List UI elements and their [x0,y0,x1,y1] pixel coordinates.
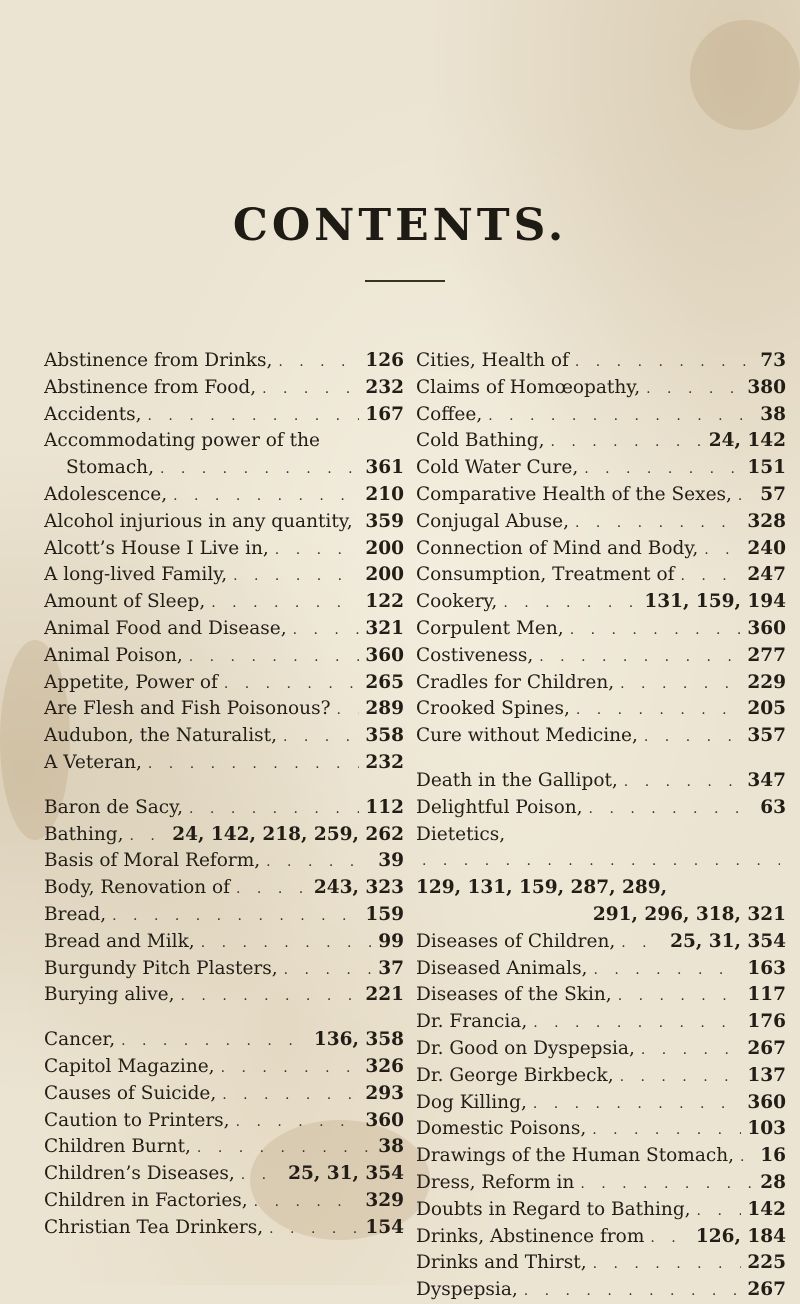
page-number: 326 [365,1055,404,1077]
entry-title: Causes of Suicide, [44,1082,217,1104]
index-entry [416,670,786,697]
leader-dots [575,349,754,375]
page-number: 200 [365,537,404,559]
entry-title: Accommodating power of the [44,430,320,452]
entry-title: Stomach, [66,457,154,479]
page-number: 37 [378,957,404,979]
leader-dots [278,349,359,375]
entry-title: Cradles for Children, [416,671,615,693]
leader-dots [592,1117,741,1143]
leader-dots [181,983,360,1009]
leader-dots [738,483,754,509]
page-number: 137 [747,1064,786,1086]
index-entry [416,1224,786,1251]
page-number: 154 [365,1216,404,1238]
leader-dots [503,590,638,616]
page-number: 63 [760,796,786,818]
page-number: 329 [365,1189,404,1211]
index-entry [416,375,786,402]
entry-title: Comparative Health of the Sexes, [416,483,732,505]
page-number: 293 [365,1082,404,1104]
leader-dots [620,671,741,697]
page-number: 38 [378,1136,404,1158]
section-gap [44,777,404,795]
entry-title: Adolescence, [44,483,168,505]
entry-title: Drinks, Abstinence from [416,1225,645,1247]
leader-dots [275,537,360,563]
index-column-left [44,348,404,1242]
entry-title: Caution to Printers, [44,1109,230,1131]
leader-dots [422,848,780,875]
index-entry [416,723,786,750]
index-entry [416,982,786,1009]
index-entry [44,696,404,723]
page-number: 25, 31, 354 [670,930,786,952]
page-number: 39 [378,850,404,872]
index-entry [44,375,404,402]
leader-dots [641,1037,742,1063]
index-entry [44,1054,404,1081]
entry-title: Dietetics, [416,823,506,845]
index-entry [416,1197,786,1224]
leader-dots [620,1064,742,1090]
leader-dots [130,823,167,849]
entry-title: Cookery, [416,591,498,613]
index-entry [44,428,404,455]
entry-title: Bread and Milk, [44,930,195,952]
page-number-continuation: 291, 296, 318, 321 [592,903,786,925]
entry-title: Amount of Sleep, [44,591,206,613]
page-number: 232 [365,376,404,398]
page-number: 136, 358 [313,1029,404,1051]
page-number: 112 [365,796,404,818]
page-number: 167 [365,403,404,425]
leader-dots [269,1216,359,1242]
leader-dots [241,1162,282,1188]
page-number: 240 [747,537,786,559]
entry-title: Abstinence from Food, [44,376,257,398]
page-number: 126, 184 [695,1225,786,1247]
leader-dots [236,1109,360,1135]
index-entry [44,1134,404,1161]
entry-title: Alcohol injurious in any quantity, [44,510,353,532]
leader-dots [624,769,742,795]
leader-dots [211,590,359,616]
leader-dots [533,1091,742,1117]
page-number: 358 [365,725,404,747]
index-entry [44,616,404,643]
index-entry [416,929,786,956]
leader-dots [680,563,741,589]
page-number: 243, 323 [313,877,404,899]
index-entry [416,696,786,723]
index-entry [416,1116,786,1143]
entry-title: A long-lived Family, [44,564,228,586]
page-number: 347 [747,769,786,791]
entry-title: Alcott’s House I Live in, [44,537,269,559]
entry-title: Cancer, [44,1029,116,1051]
entry-title: Bread, [44,903,107,925]
index-entry [416,1036,786,1063]
leader-dots [197,1135,372,1161]
index-entry [416,1063,786,1090]
entry-title: Abstinence from Drinks, [44,350,273,371]
leader-dots [359,510,360,536]
index-entry [44,643,404,670]
index-entry [416,562,786,589]
index-entry [44,902,404,929]
entry-title: Drawings of the Human Stomach, [416,1145,735,1167]
index-entry [44,982,404,1009]
leader-dots [337,697,360,723]
index-entry [416,795,786,822]
page-number: 103 [747,1118,786,1140]
leader-dots [533,1010,741,1036]
page-number: 24, 142, 218, 259, 262 [172,823,404,845]
section-gap [416,750,786,768]
index-column-right [416,348,786,1304]
page-number: 360 [365,1109,404,1131]
entry-title: Cities, Health of [416,350,569,371]
leader-dots [121,1028,308,1054]
entry-title: Dr. George Birkbeck, [416,1064,614,1086]
leader-dots [618,983,742,1009]
entry-title: Dr. Francia, [416,1011,528,1033]
index-entry [416,768,786,795]
entry-title: Cure without Medicine, [416,725,638,747]
index-entry [44,402,404,429]
index-entry [416,589,786,616]
section-gap [44,1009,404,1027]
entry-title: Baron de Sacy, [44,796,184,818]
page-number: 321 [365,617,404,639]
leader-dots [284,957,373,983]
title-rule [365,280,445,282]
index-entry [416,1143,786,1170]
entry-title: Bathing, [44,823,124,845]
leader-dots [575,510,741,536]
leader-dots [584,456,741,482]
entry-title: Cold Bathing, [416,430,545,452]
index-entry [44,482,404,509]
index-entry [44,1081,404,1108]
index-entry [416,1170,786,1197]
leader-dots [293,617,360,643]
index-entry [416,536,786,563]
entry-title: Crooked Spines, [416,698,570,720]
entry-title: A Veteran, [44,751,142,773]
page-number: 129, 131, 159, 287, 289, [416,877,668,899]
page-number: 126 [365,350,404,371]
index-entry [44,455,404,482]
entry-title: Children Burnt, [44,1136,191,1158]
page-number: 16 [760,1145,786,1167]
page-number: 380 [747,376,786,398]
index-entry [44,723,404,750]
page-number: 25, 31, 354 [288,1163,404,1185]
leader-dots [283,724,359,750]
entry-title: Costiveness, [416,644,534,666]
entry-title: Dr. Good on Dyspepsia, [416,1037,635,1059]
leader-dots [593,1251,742,1277]
index-entry [416,616,786,643]
index-entry [44,848,404,875]
page-number: 225 [747,1252,786,1274]
leader-dots [704,537,741,563]
index-entry [44,670,404,697]
page-number: 131, 159, 194 [644,591,786,613]
leader-dots [621,930,664,956]
page-number: 122 [365,591,404,613]
entry-title: Appetite, Power of [44,671,218,693]
page-number: 159 [365,903,404,925]
leader-dots [576,697,742,723]
page-number: 289 [365,698,404,720]
leader-dots [644,724,741,750]
leader-dots [189,644,360,670]
index-entry [44,348,404,375]
index-entry [416,348,786,375]
entry-title: Dyspepsia, [416,1279,518,1301]
leader-dots [488,403,754,429]
entry-title: Children in Factories, [44,1189,248,1211]
index-entry [416,455,786,482]
index-entry [416,822,786,929]
entry-title: Cold Water Cure, [416,457,579,479]
page-number: 210 [365,483,404,505]
index-entry [416,956,786,983]
index-entry [44,956,404,983]
index-entry [44,795,404,822]
entry-title: Accidents, [44,403,142,425]
index-entry [44,1188,404,1215]
leader-dots [539,644,741,670]
entry-title: Conjugal Abuse, [416,510,569,532]
entry-title: Connection of Mind and Body, [416,537,699,559]
index-entry [44,822,404,849]
leader-dots [580,1171,754,1197]
index-entry [416,482,786,509]
leader-dots [570,617,742,643]
leader-dots [148,403,360,429]
index-entry [416,1090,786,1117]
page-number: 99 [378,930,404,952]
page-number: 232 [365,751,404,773]
leader-dots [697,1198,742,1224]
index-entry [416,428,786,455]
entry-title: Animal Poison, [44,644,183,666]
leader-dots [236,876,308,902]
leader-dots [189,796,359,822]
leader-dots [646,376,741,402]
leader-dots [254,1189,360,1215]
page-number: 221 [365,984,404,1006]
entry-title: Burying alive, [44,984,175,1006]
page-title: CONTENTS. [232,200,568,251]
page-number: 267 [747,1279,786,1301]
index-entry [44,562,404,589]
entry-title: Corpulent Men, [416,617,564,639]
entry-title: Body, Renovation of [44,877,231,899]
page-number: 360 [365,644,404,666]
entry-title: Diseases of Children, [416,930,616,952]
leader-dots [740,1144,754,1170]
page-number: 357 [747,725,786,747]
index-entry [44,536,404,563]
page-number: 360 [747,1091,786,1113]
entry-title: Children’s Diseases, [44,1163,235,1185]
entry-title: Animal Food and Disease, [44,617,287,639]
leader-dots [222,1082,359,1108]
page-number: 265 [365,671,404,693]
leader-dots [112,903,359,929]
entry-title: Dress, Reform in [416,1171,575,1193]
index-entry [44,1161,404,1188]
index-entry [44,875,404,902]
page-number: 328 [747,510,786,532]
page-number: 73 [760,350,786,371]
index-entry [44,1215,404,1242]
leader-dots [148,751,359,777]
entry-title: Delightful Poison, [416,796,583,818]
entry-title: Burgundy Pitch Plasters, [44,957,278,979]
entry-title: Coffee, [416,403,483,425]
page-number: 163 [747,957,786,979]
page-number: 57 [760,483,786,505]
page-number: 277 [747,644,786,666]
page-number: 247 [747,564,786,586]
leader-dots [593,957,741,983]
entry-title: Are Flesh and Fish Poisonous? [44,698,331,720]
index-entry [44,1108,404,1135]
entry-title: Claims of Homœopathy, [416,376,641,398]
index-entry [44,750,404,777]
entry-title: Christian Tea Drinkers, [44,1216,264,1238]
entry-title: Diseased Animals, [416,957,588,979]
entry-title: Domestic Poisons, [416,1118,587,1140]
entry-title: Doubts in Regard to Bathing, [416,1198,691,1220]
index-entry [416,509,786,536]
leader-dots [201,930,373,956]
leader-dots [160,456,359,482]
leader-dots [233,563,359,589]
leader-dots [262,376,359,402]
index-entry [44,509,404,536]
page-number: 200 [365,564,404,586]
page-number: 24, 142 [708,430,786,452]
entry-title: Death in the Gallipot, [416,769,618,791]
page-number: 117 [747,984,786,1006]
index-entry [44,1027,404,1054]
index-entry [416,1250,786,1277]
page-number: 267 [747,1037,786,1059]
entry-title: Capitol Magazine, [44,1055,215,1077]
index-entry [416,1009,786,1036]
entry-title: Basis of Moral Reform, [44,850,261,872]
leader-dots [650,1225,690,1251]
leader-dots [173,483,359,509]
page-number: 359 [365,510,404,532]
page-number: 361 [365,457,404,479]
page-number: 360 [747,617,786,639]
leader-dots [589,796,755,822]
entry-title: Diseases of the Skin, [416,984,612,1006]
index-entry [44,589,404,616]
entry-title: Audubon, the Naturalist, [44,725,277,747]
page-number: 176 [747,1011,786,1033]
leader-dots [550,429,702,455]
leader-dots [266,849,372,875]
page-number: 205 [747,698,786,720]
leader-dots [221,1055,360,1081]
entry-title: Drinks and Thirst, [416,1252,587,1274]
index-entry [44,929,404,956]
page-number: 28 [760,1171,786,1193]
page-number: 142 [747,1198,786,1220]
index-entry [416,402,786,429]
entry-title: Consumption, Treatment of [416,564,675,586]
index-entry [416,643,786,670]
page-number: 229 [747,671,786,693]
leader-dots [224,671,360,697]
leader-dots [524,1278,742,1304]
entry-title: Dog Killing, [416,1091,527,1113]
index-entry [416,1277,786,1304]
page-number: 38 [760,403,786,425]
paper-stain [690,20,800,130]
page-number: 151 [747,457,786,479]
